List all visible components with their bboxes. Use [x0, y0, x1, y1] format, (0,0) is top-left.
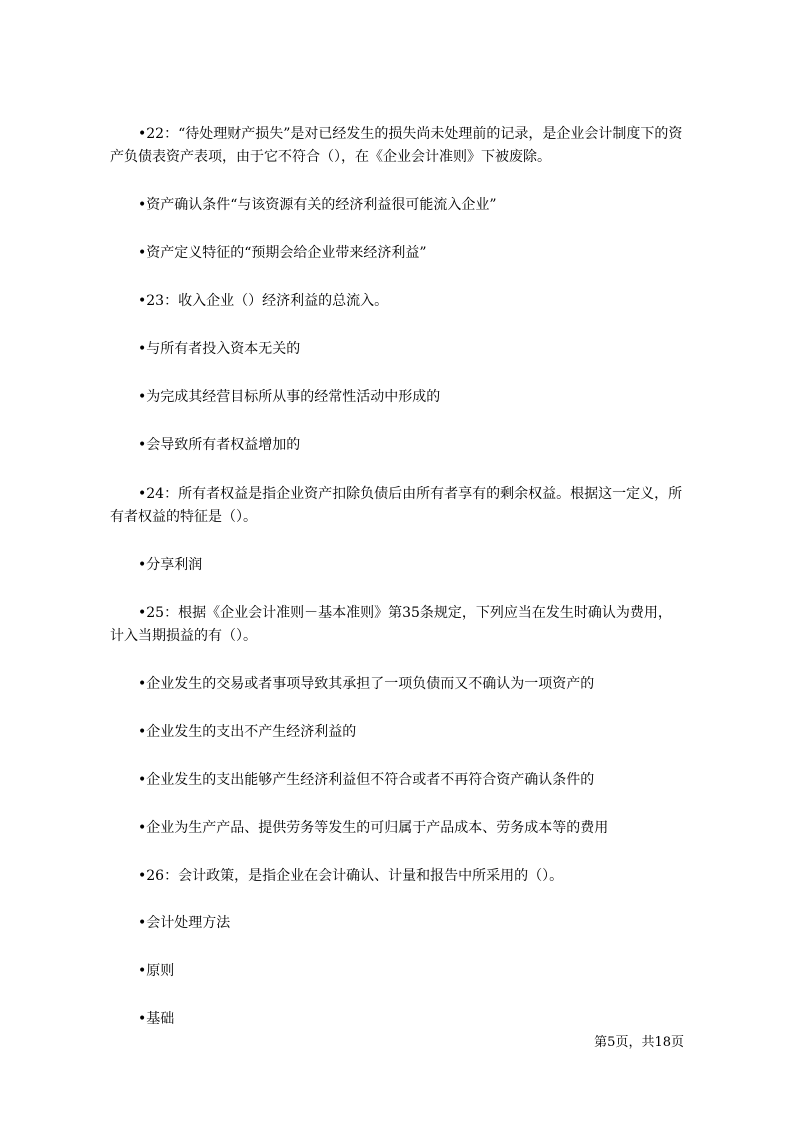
option-item: •原则: [138, 963, 175, 979]
option-item: •企业发生的支出能够产生经济利益但不符合或者不再符合资产确认条件的: [138, 772, 595, 788]
page-number: 第5页，共18页: [594, 1035, 684, 1050]
question-24: •24：所有者权益是指企业资产扣除负债后由所有者享有的剩余权益。根据这一定义，所有者权益的特征是（）。: [110, 486, 683, 525]
question-26: •26：会计政策，是指企业在会计确认、计量和报告中所采用的（）。: [138, 868, 564, 884]
question-22: •22：“待处理财产损失”是对已经发生的损失尚未处理前的记录，是企业会计制度下的资产负债表资产表项，由于它不符合（），在《企业会计准则》下被废除。: [110, 126, 683, 165]
option-item: •为完成其经营目标所从事的经常性活动中形成的: [138, 389, 441, 405]
option-item: •分享利润: [138, 557, 203, 573]
question-25: •25：根据《企业会计准则－基本准则》第35条规定，下列应当在发生时确认为费用，计入当期损益的有（）。: [110, 605, 672, 644]
question-23: •23：收入企业（）经济利益的总流入。: [138, 293, 389, 309]
option-item: •与所有者投入资本无关的: [138, 341, 301, 357]
option-item: •会计处理方法: [138, 915, 231, 931]
option-item: •会导致所有者权益增加的: [138, 437, 301, 453]
option-item: •资产确认条件“与该资源有关的经济利益很可能流入企业”: [138, 197, 497, 213]
option-item: •企业发生的支出不产生经济利益的: [138, 724, 357, 740]
option-item: •企业为生产产品、提供劳务等发生的可归属于产品成本、劳务成本等的费用: [138, 820, 609, 836]
option-item: •资产定义特征的“预期会给企业带来经济利益”: [138, 245, 427, 261]
option-item: •基础: [138, 1011, 175, 1027]
option-item: •企业发生的交易或者事项导致其承担了一项负债而又不确认为一项资产的: [138, 676, 595, 692]
